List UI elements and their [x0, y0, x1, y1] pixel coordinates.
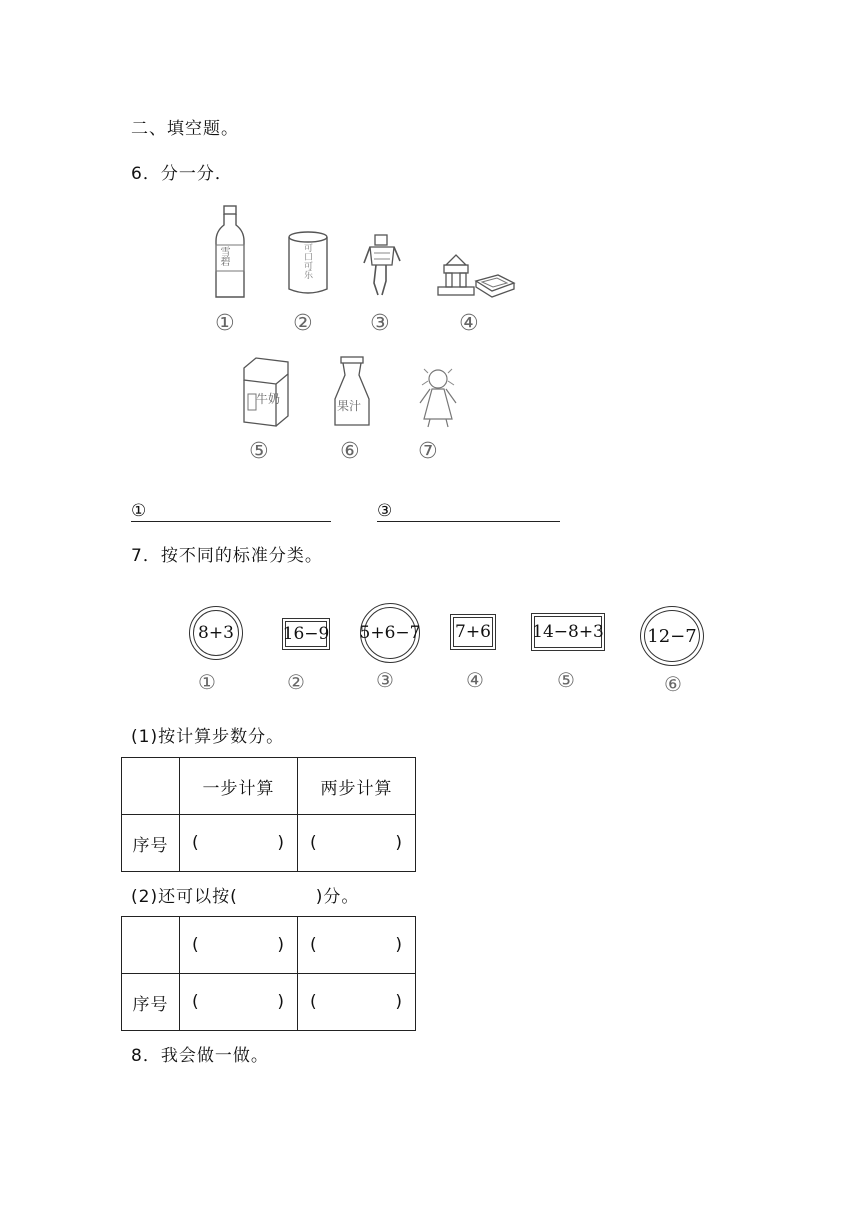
expression-3-number: ③ [376, 668, 394, 692]
steps-table-header-one-step: 一步计算 [180, 758, 298, 815]
paren-close: ) [277, 935, 285, 955]
criteria-table-corner [122, 917, 180, 974]
expression-3-text: 5+6−7 [364, 607, 416, 659]
expression-6-number: ⑥ [664, 672, 682, 696]
item-1-number: ① [215, 311, 235, 336]
part-2-suffix: )分。 [315, 887, 360, 907]
paren-close: ) [395, 992, 403, 1012]
criteria-table [121, 916, 416, 1031]
paren-close: ) [395, 833, 403, 853]
expression-5-number: ⑤ [557, 668, 575, 692]
question-7-title: 7．按不同的标准分类。 [131, 546, 323, 566]
expression-4-text: 7+6 [453, 617, 493, 647]
expression-4-number: ④ [466, 668, 484, 692]
expression-2-rect [282, 618, 330, 650]
juice-bottle-icon [331, 355, 373, 427]
steps-table-row-label: 序号 [122, 815, 180, 872]
milk-carton-label: 牛奶 [256, 392, 281, 406]
criteria-table-header-a[interactable] [180, 917, 298, 974]
question-8-title: 8．我会做一做。 [131, 1046, 269, 1066]
expression-5-rect [531, 613, 605, 651]
criteria-table-header-b[interactable] [298, 917, 416, 974]
juice-bottle-label: 果汁 [337, 399, 362, 413]
paren-close: ) [277, 833, 285, 853]
item-2-number: ② [293, 311, 313, 336]
paren-open: ( [310, 833, 318, 853]
criteria-table-cell-a[interactable] [180, 974, 298, 1031]
steps-table-corner [122, 758, 180, 815]
expression-5-text: 14−8+3 [534, 616, 602, 648]
expression-2-number: ② [287, 670, 305, 694]
item-4-number: ④ [459, 311, 479, 336]
item-6-number: ⑥ [340, 439, 360, 464]
paren-open: ( [192, 935, 200, 955]
item-7-number: ⑦ [418, 439, 438, 464]
expression-6-circle [640, 606, 704, 666]
expression-3-circle [360, 603, 420, 663]
answer-blank-3[interactable] [377, 500, 560, 522]
part-2-label [131, 886, 359, 908]
soda-bottle-label: 雪碧 [218, 246, 229, 266]
part-2-prefix: (2)还可以按( [131, 887, 238, 907]
question-6-title: 6．分一分． [131, 164, 233, 184]
robot-toy-icon [362, 233, 402, 297]
paren-open: ( [310, 935, 318, 955]
item-5-number: ⑤ [249, 439, 269, 464]
steps-table-header-two-step: 两步计算 [298, 758, 416, 815]
steps-table [121, 757, 416, 872]
part-1-label: (1)按计算步数分。 [131, 727, 285, 747]
paren-open: ( [192, 992, 200, 1012]
paren-open: ( [310, 992, 318, 1012]
criteria-table-cell-b[interactable] [298, 974, 416, 1031]
answer-blank-1-label: ① [131, 501, 148, 521]
criteria-table-row-label: 序号 [122, 974, 180, 1031]
paren-open: ( [192, 833, 200, 853]
item-3-number: ③ [370, 311, 390, 336]
steps-table-one-step-cell[interactable] [180, 815, 298, 872]
answer-blank-1[interactable] [131, 500, 331, 522]
expression-2-text: 16−9 [285, 621, 327, 647]
expression-1-circle [189, 606, 243, 660]
steps-table-two-step-cell[interactable] [298, 815, 416, 872]
cola-can-label: 可口可乐 [302, 243, 312, 279]
section-title: 二、填空题。 [131, 119, 239, 139]
doll-toy-icon [414, 367, 462, 429]
answer-blank-3-label: ③ [377, 501, 394, 521]
expression-1-text: 8+3 [193, 610, 239, 656]
expression-6-text: 12−7 [644, 610, 700, 662]
paren-close: ) [395, 935, 403, 955]
expression-4-rect [450, 614, 496, 650]
building-blocks-icon [436, 253, 516, 305]
expression-1-number: ① [198, 670, 216, 694]
paren-close: ) [277, 992, 285, 1012]
